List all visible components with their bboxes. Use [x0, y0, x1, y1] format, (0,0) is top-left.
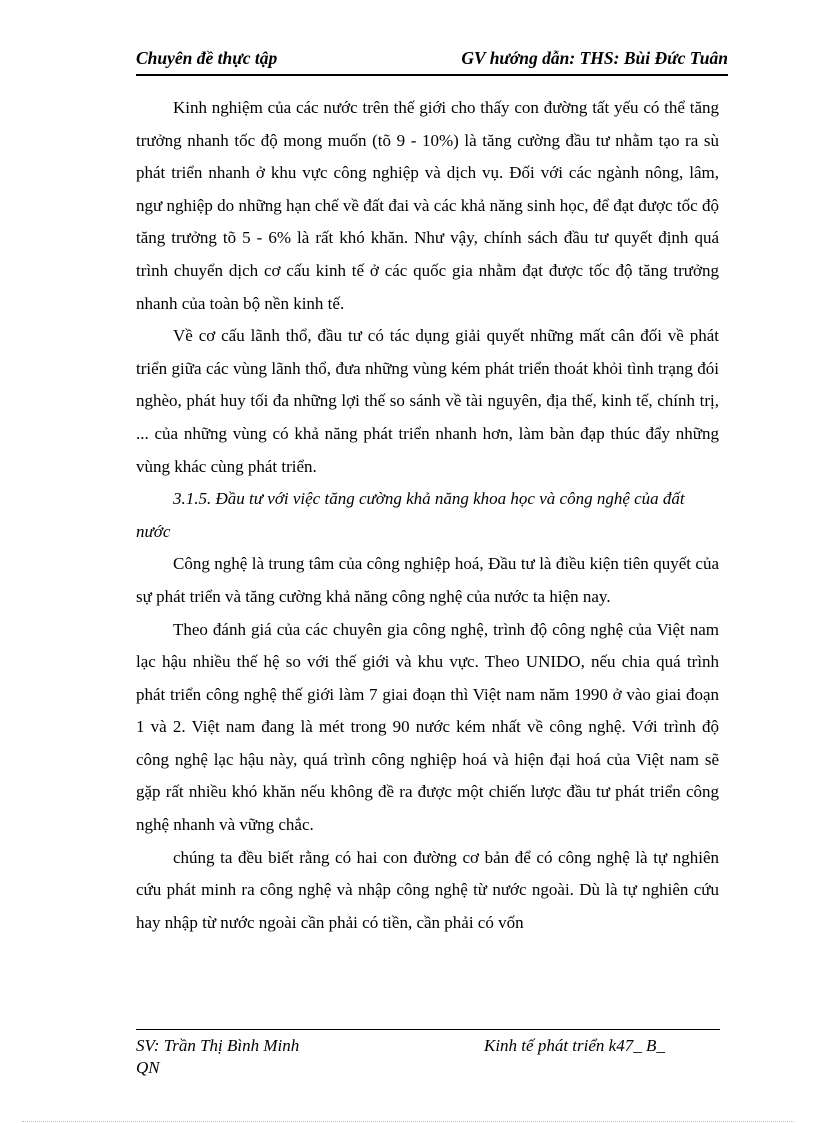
paragraph: Kinh nghiệm của các nước trên thế giới cho thấy con đường tất yếu có thể tăng trưởng nhanh tốc độ mong muốn (tõ 9 - 10%) là tăng cường đầu tư nhằm tạo ra sù phát triển nhanh ở khu vực công nghiệp và dịch vụ. Đối với các ngành nông, lâm, ngư nghiệp do những hạn chế về đất đai và các khả năng sinh học, để đạt được tốc độ tăng trưởng tõ 5 - 6% là rất khó khăn. Như vậy, chính sách đầu tư quyết định quá trình chuyển dịch cơ cấu kinh tế ở các quốc gia nhằm đạt được tốc độ tăng trưởng nhanh của toàn bộ nền kinh tế.	[136, 98, 719, 313]
page-body	[136, 92, 719, 939]
footer-class: Kinh tế phát triển k47_ B_	[484, 1036, 665, 1055]
header-document-type: Chuyên đề thực tập	[136, 48, 278, 68]
section-heading: 3.1.5. Đầu tư với việc tăng cường khả năng khoa học và công nghệ của đất nước	[136, 489, 685, 541]
paragraph: Công nghệ là trung tâm của công nghiệp hoá, Đầu tư là điều kiện tiên quyết của sự phát triển và tăng cường khả năng công nghệ của nước ta hiện nay.	[136, 554, 719, 606]
footer-student-continued: QN	[136, 1058, 160, 1077]
paragraph: Về cơ cấu lãnh thổ, đầu tư có tác dụng giải quyết những mất cân đối về phát triển giữa các vùng lãnh thổ, đưa những vùng kém phát triển thoát khỏi tình trạng đói nghèo, phát huy tối đa những lợi thế so sánh về tài nguyên, địa thế, kinh tế, chính trị, ... của những vùng có khả năng phát triển nhanh hơn, làm bàn đạp thúc đẩy những vùng khác cùng phát triển.	[136, 326, 719, 476]
page-bottom-divider	[22, 1121, 794, 1122]
footer-student: SV: Trần Thị Bình Minh	[136, 1036, 300, 1055]
page-header	[136, 48, 728, 76]
paragraph: Theo đánh giá của các chuyên gia công nghệ, trình độ công nghệ của Việt nam lạc hậu nhiều thế hệ so với thế giới và khu vực. Theo UNIDO, nếu chia quá trình phát triển công nghệ thế giới làm 7 giai đoạn thì Việt nam năm 1990 ở vào giai đoạn 1 và 2. Việt nam đang là mét trong 90 nước kém nhất về công nghệ. Với trình độ công nghệ lạc hậu này, quá trình công nghiệp hoá và hiện đại hoá của Việt nam sẽ gặp rất nhiều khó khăn nếu không đề ra được một chiến lược đầu tư phát triển công nghệ nhanh và vững chắc.	[136, 619, 719, 835]
page-footer	[136, 1029, 720, 1079]
paragraph: chúng ta đều biết rằng có hai con đường cơ bản để có công nghệ là tự nghiên cứu phát minh ra công nghệ và nhập công nghệ từ nước ngoài. Dù là tự nghiên cứu hay nhập từ nước ngoài cần phải có tiền, cần phải có vốn	[136, 847, 719, 932]
header-supervisor: GV hướng dẫn: THS: Bùi Đức Tuân	[461, 48, 728, 68]
